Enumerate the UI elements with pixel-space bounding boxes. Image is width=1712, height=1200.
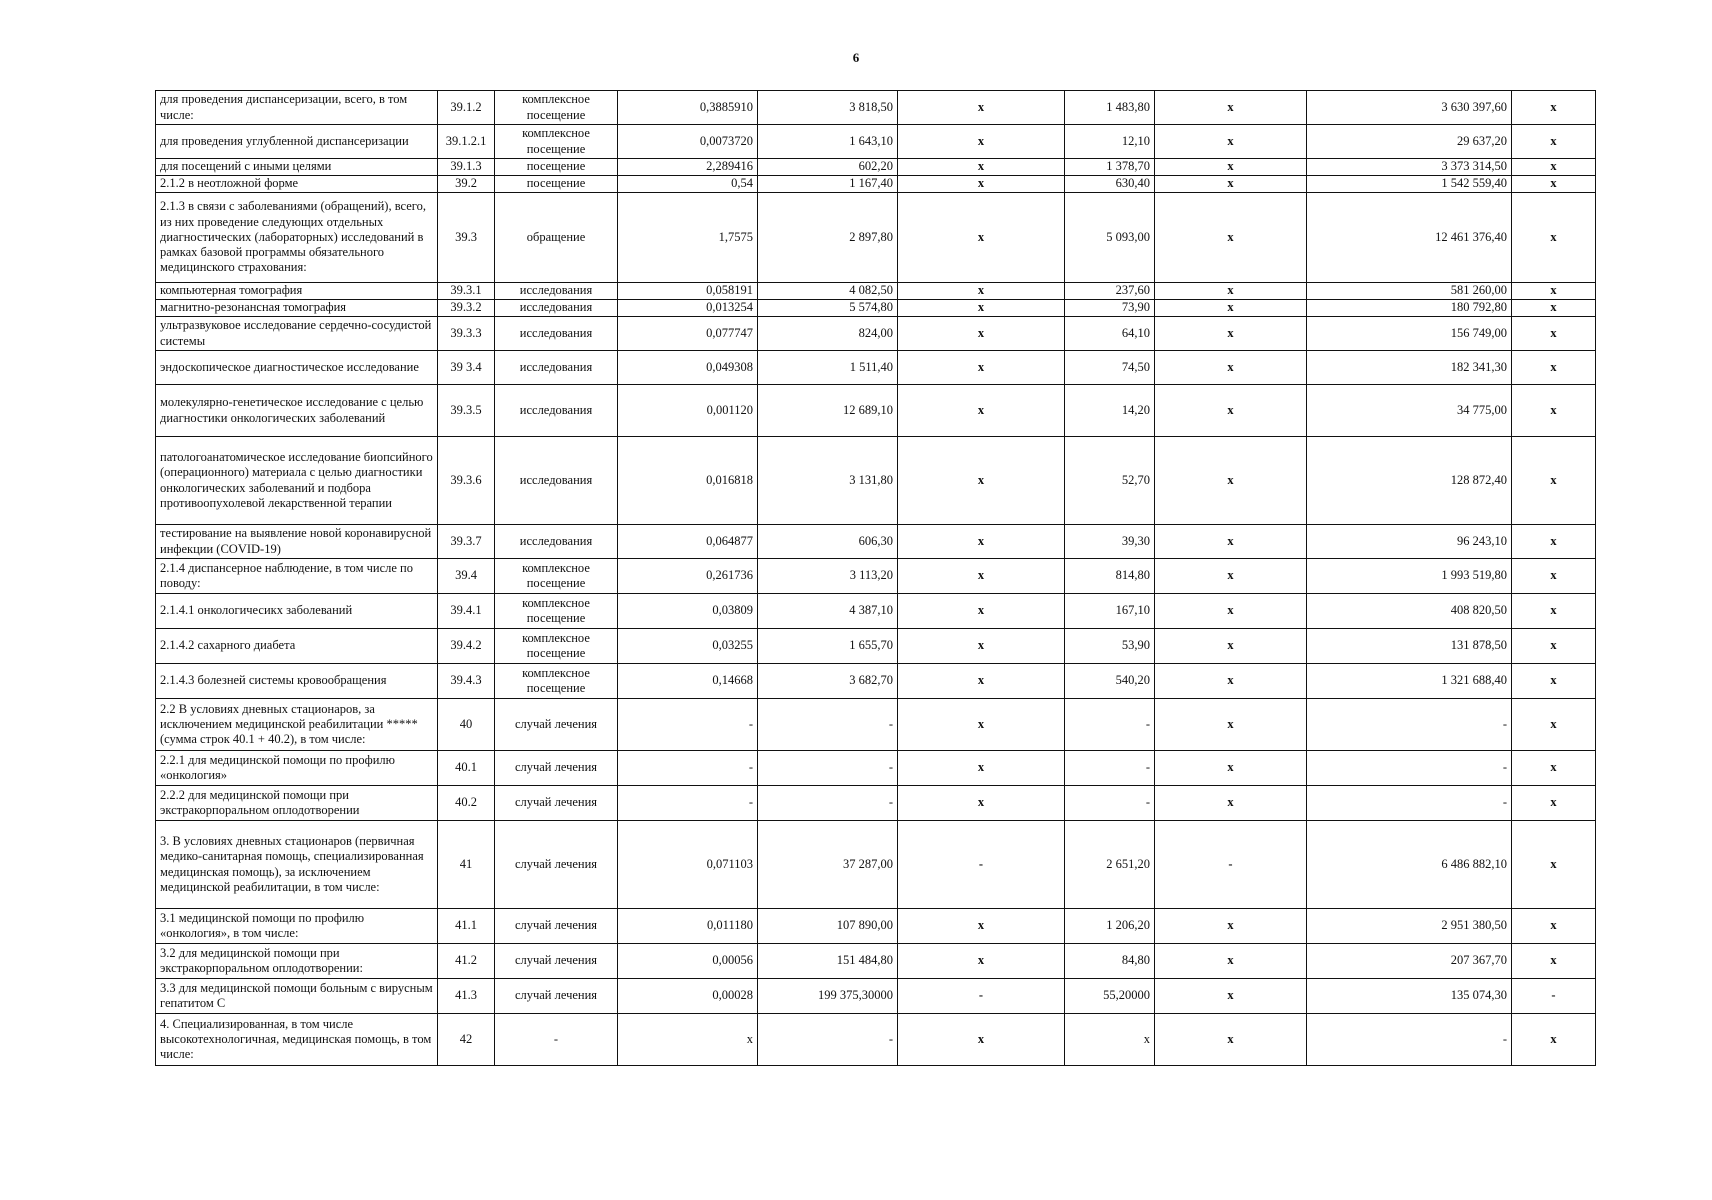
row-value-1-cell: 0,077747 bbox=[618, 317, 758, 351]
row-value-7-cell: х bbox=[1512, 125, 1596, 159]
row-value-6-cell: 135 074,30 bbox=[1307, 979, 1512, 1014]
row-value-2-cell: 1 511,40 bbox=[758, 351, 898, 385]
row-value-3-cell: х bbox=[898, 594, 1065, 629]
row-code-cell: 39.3.5 bbox=[438, 385, 495, 437]
row-value-5-cell: х bbox=[1155, 629, 1307, 664]
table-row bbox=[156, 559, 1596, 594]
row-value-7-cell: х bbox=[1512, 751, 1596, 786]
row-value-5-cell: х bbox=[1155, 283, 1307, 300]
row-value-2-cell: 151 484,80 bbox=[758, 944, 898, 979]
row-value-1-cell: 0,011180 bbox=[618, 909, 758, 944]
row-code-cell: 41 bbox=[438, 821, 495, 909]
row-unit-cell: комплексное посещение bbox=[495, 559, 618, 594]
row-value-6-cell: - bbox=[1307, 699, 1512, 751]
row-value-1-cell: 0,0073720 bbox=[618, 125, 758, 159]
row-value-4-cell: 73,90 bbox=[1065, 300, 1155, 317]
table-row bbox=[156, 437, 1596, 525]
row-value-3-cell: х bbox=[898, 664, 1065, 699]
row-code-cell: 39.3.1 bbox=[438, 283, 495, 300]
row-value-6-cell: 182 341,30 bbox=[1307, 351, 1512, 385]
row-value-2-cell: - bbox=[758, 751, 898, 786]
table-row bbox=[156, 699, 1596, 751]
row-name-cell: 2.1.4.1 онкологичесикх заболеваний bbox=[156, 594, 438, 629]
row-value-3-cell: х bbox=[898, 437, 1065, 525]
row-value-3-cell: х bbox=[898, 525, 1065, 559]
row-value-4-cell: 2 651,20 bbox=[1065, 821, 1155, 909]
row-value-2-cell: 199 375,30000 bbox=[758, 979, 898, 1014]
row-value-6-cell: 408 820,50 bbox=[1307, 594, 1512, 629]
row-code-cell: 39.2 bbox=[438, 176, 495, 193]
table-row bbox=[156, 283, 1596, 300]
row-value-3-cell: х bbox=[898, 1014, 1065, 1066]
row-value-7-cell: х bbox=[1512, 594, 1596, 629]
table-row bbox=[156, 300, 1596, 317]
row-value-7-cell: х bbox=[1512, 91, 1596, 125]
row-value-7-cell: х bbox=[1512, 283, 1596, 300]
table-row bbox=[156, 594, 1596, 629]
row-value-7-cell: х bbox=[1512, 944, 1596, 979]
row-name-cell: 3.2 для медицинской помощи при экстракорпоральном оплодотворении: bbox=[156, 944, 438, 979]
row-value-7-cell: х bbox=[1512, 699, 1596, 751]
row-value-1-cell: - bbox=[618, 699, 758, 751]
row-code-cell: 39.1.3 bbox=[438, 159, 495, 176]
table-row bbox=[156, 979, 1596, 1014]
row-code-cell: 41.2 bbox=[438, 944, 495, 979]
row-value-2-cell: 3 818,50 bbox=[758, 91, 898, 125]
row-value-3-cell: х bbox=[898, 751, 1065, 786]
row-value-5-cell: х bbox=[1155, 91, 1307, 125]
row-value-5-cell: х bbox=[1155, 1014, 1307, 1066]
row-value-6-cell: 180 792,80 bbox=[1307, 300, 1512, 317]
row-name-cell: 3.1 медицинской помощи по профилю «онкология», в том числе: bbox=[156, 909, 438, 944]
row-name-cell: 2.1.4 диспансерное наблюдение, в том числе по поводу: bbox=[156, 559, 438, 594]
row-unit-cell: - bbox=[495, 1014, 618, 1066]
row-value-4-cell: 1 483,80 bbox=[1065, 91, 1155, 125]
row-value-3-cell: х bbox=[898, 193, 1065, 283]
row-value-3-cell: х bbox=[898, 125, 1065, 159]
row-name-cell: 2.1.4.2 сахарного диабета bbox=[156, 629, 438, 664]
row-code-cell: 41.3 bbox=[438, 979, 495, 1014]
row-value-6-cell: 3 373 314,50 bbox=[1307, 159, 1512, 176]
table-row bbox=[156, 176, 1596, 193]
row-value-3-cell: х bbox=[898, 300, 1065, 317]
row-value-5-cell: х bbox=[1155, 437, 1307, 525]
row-name-cell: 2.2 В условиях дневных стационаров, за исключением медицинской реабилитации ***** (сумма строк 40.1 + 40.2), в том числе: bbox=[156, 699, 438, 751]
row-value-1-cell: 0,14668 bbox=[618, 664, 758, 699]
row-code-cell: 39.3 bbox=[438, 193, 495, 283]
row-value-5-cell: х bbox=[1155, 176, 1307, 193]
row-value-3-cell: х bbox=[898, 176, 1065, 193]
row-value-2-cell: - bbox=[758, 786, 898, 821]
row-value-6-cell: 156 749,00 bbox=[1307, 317, 1512, 351]
row-value-1-cell: 0,00056 bbox=[618, 944, 758, 979]
row-value-6-cell: 1 993 519,80 bbox=[1307, 559, 1512, 594]
table-row bbox=[156, 786, 1596, 821]
row-name-cell: тестирование на выявление новой коронавирусной инфекции (COVID-19) bbox=[156, 525, 438, 559]
row-value-3-cell: - bbox=[898, 821, 1065, 909]
row-name-cell: для посещений с иными целями bbox=[156, 159, 438, 176]
row-unit-cell: случай лечения bbox=[495, 979, 618, 1014]
row-value-6-cell: 3 630 397,60 bbox=[1307, 91, 1512, 125]
row-name-cell: 4. Специализированная, в том числе высокотехнологичная, медицинская помощь, в том числе: bbox=[156, 1014, 438, 1066]
row-unit-cell: комплексное посещение bbox=[495, 629, 618, 664]
row-value-4-cell: 5 093,00 bbox=[1065, 193, 1155, 283]
row-value-5-cell: х bbox=[1155, 300, 1307, 317]
row-value-6-cell: 12 461 376,40 bbox=[1307, 193, 1512, 283]
row-value-6-cell: 128 872,40 bbox=[1307, 437, 1512, 525]
row-value-2-cell: - bbox=[758, 1014, 898, 1066]
row-value-5-cell: х bbox=[1155, 193, 1307, 283]
row-value-1-cell: 0,058191 bbox=[618, 283, 758, 300]
row-value-5-cell: х bbox=[1155, 944, 1307, 979]
row-value-6-cell: - bbox=[1307, 751, 1512, 786]
row-code-cell: 39.3.2 bbox=[438, 300, 495, 317]
row-unit-cell: исследования bbox=[495, 317, 618, 351]
row-code-cell: 39.4.3 bbox=[438, 664, 495, 699]
row-value-1-cell: 0,001120 bbox=[618, 385, 758, 437]
row-unit-cell: исследования bbox=[495, 385, 618, 437]
row-unit-cell: исследования bbox=[495, 437, 618, 525]
row-value-3-cell: х bbox=[898, 91, 1065, 125]
row-value-4-cell: 14,20 bbox=[1065, 385, 1155, 437]
row-value-7-cell: х bbox=[1512, 1014, 1596, 1066]
row-unit-cell: исследования bbox=[495, 525, 618, 559]
row-value-5-cell: х bbox=[1155, 786, 1307, 821]
row-value-3-cell: х bbox=[898, 559, 1065, 594]
row-value-7-cell: х bbox=[1512, 300, 1596, 317]
row-name-cell: 2.2.1 для медицинской помощи по профилю «онкология» bbox=[156, 751, 438, 786]
row-value-7-cell: х bbox=[1512, 159, 1596, 176]
row-code-cell: 39.3.3 bbox=[438, 317, 495, 351]
row-unit-cell: исследования bbox=[495, 300, 618, 317]
row-value-7-cell: х bbox=[1512, 176, 1596, 193]
row-value-1-cell: 0,016818 bbox=[618, 437, 758, 525]
table-row bbox=[156, 317, 1596, 351]
table-row bbox=[156, 821, 1596, 909]
row-value-1-cell: х bbox=[618, 1014, 758, 1066]
table-row bbox=[156, 664, 1596, 699]
row-value-6-cell: 207 367,70 bbox=[1307, 944, 1512, 979]
row-value-4-cell: - bbox=[1065, 751, 1155, 786]
row-name-cell: для проведения углубленной диспансеризации bbox=[156, 125, 438, 159]
row-code-cell: 40 bbox=[438, 699, 495, 751]
row-value-6-cell: - bbox=[1307, 786, 1512, 821]
row-unit-cell: комплексное посещение bbox=[495, 594, 618, 629]
row-name-cell: 2.1.3 в связи с заболеваниями (обращений), всего, из них проведение следующих отдельных диагностических (лабораторных) исследований в рамках базовой программы обязательного медицинского страхования: bbox=[156, 193, 438, 283]
row-value-4-cell: 74,50 bbox=[1065, 351, 1155, 385]
row-value-6-cell: 131 878,50 bbox=[1307, 629, 1512, 664]
table-row bbox=[156, 125, 1596, 159]
row-name-cell: ультразвуковое исследование сердечно-сосудистой системы bbox=[156, 317, 438, 351]
row-name-cell: 3.3 для медицинской помощи больным с вирусным гепатитом С bbox=[156, 979, 438, 1014]
row-value-6-cell: 29 637,20 bbox=[1307, 125, 1512, 159]
row-value-1-cell: 2,289416 bbox=[618, 159, 758, 176]
row-value-6-cell: 6 486 882,10 bbox=[1307, 821, 1512, 909]
row-code-cell: 39.1.2.1 bbox=[438, 125, 495, 159]
row-unit-cell: случай лечения bbox=[495, 821, 618, 909]
row-value-5-cell: х bbox=[1155, 699, 1307, 751]
row-value-3-cell: х bbox=[898, 317, 1065, 351]
row-value-2-cell: 4 082,50 bbox=[758, 283, 898, 300]
table-row bbox=[156, 351, 1596, 385]
row-value-1-cell: 0,261736 bbox=[618, 559, 758, 594]
row-value-4-cell: 55,20000 bbox=[1065, 979, 1155, 1014]
row-value-5-cell: х bbox=[1155, 125, 1307, 159]
row-value-4-cell: 167,10 bbox=[1065, 594, 1155, 629]
table-row bbox=[156, 909, 1596, 944]
page-number: 6 bbox=[852, 50, 860, 65]
row-value-5-cell: х bbox=[1155, 317, 1307, 351]
tariff-table bbox=[155, 90, 1596, 1066]
row-value-1-cell: 0,064877 bbox=[618, 525, 758, 559]
row-value-4-cell: 630,40 bbox=[1065, 176, 1155, 193]
row-value-3-cell: х bbox=[898, 699, 1065, 751]
table-row bbox=[156, 159, 1596, 176]
row-code-cell: 39.4.1 bbox=[438, 594, 495, 629]
row-value-5-cell: х bbox=[1155, 351, 1307, 385]
row-value-4-cell: 540,20 bbox=[1065, 664, 1155, 699]
row-unit-cell: исследования bbox=[495, 351, 618, 385]
row-value-4-cell: 237,60 bbox=[1065, 283, 1155, 300]
row-value-5-cell: х bbox=[1155, 525, 1307, 559]
row-value-2-cell: 1 643,10 bbox=[758, 125, 898, 159]
row-value-2-cell: 4 387,10 bbox=[758, 594, 898, 629]
table-row bbox=[156, 385, 1596, 437]
row-name-cell: компьютерная томография bbox=[156, 283, 438, 300]
row-value-1-cell: 0,54 bbox=[618, 176, 758, 193]
row-name-cell: для проведения диспансеризации, всего, в том числе: bbox=[156, 91, 438, 125]
table-row bbox=[156, 944, 1596, 979]
row-unit-cell: случай лечения bbox=[495, 699, 618, 751]
row-code-cell: 39 3.4 bbox=[438, 351, 495, 385]
row-value-4-cell: 53,90 bbox=[1065, 629, 1155, 664]
row-value-2-cell: 3 113,20 bbox=[758, 559, 898, 594]
row-value-5-cell: х bbox=[1155, 664, 1307, 699]
row-value-6-cell: 2 951 380,50 bbox=[1307, 909, 1512, 944]
row-value-2-cell: 107 890,00 bbox=[758, 909, 898, 944]
row-unit-cell: комплексное посещение bbox=[495, 125, 618, 159]
row-value-2-cell: 1 655,70 bbox=[758, 629, 898, 664]
row-value-6-cell: 34 775,00 bbox=[1307, 385, 1512, 437]
row-value-7-cell: х bbox=[1512, 909, 1596, 944]
row-name-cell: магнитно-резонансная томография bbox=[156, 300, 438, 317]
row-value-7-cell: - bbox=[1512, 979, 1596, 1014]
row-value-5-cell: х bbox=[1155, 385, 1307, 437]
row-value-7-cell: х bbox=[1512, 525, 1596, 559]
row-value-5-cell: х bbox=[1155, 909, 1307, 944]
row-value-1-cell: - bbox=[618, 786, 758, 821]
row-unit-cell: случай лечения bbox=[495, 751, 618, 786]
row-value-7-cell: х bbox=[1512, 821, 1596, 909]
row-name-cell: 2.2.2 для медицинской помощи при экстракорпоральном оплодотворении bbox=[156, 786, 438, 821]
row-name-cell: 2.1.4.3 болезней системы кровообращения bbox=[156, 664, 438, 699]
row-value-7-cell: х bbox=[1512, 629, 1596, 664]
row-value-6-cell: - bbox=[1307, 1014, 1512, 1066]
row-name-cell: молекулярно-генетическое исследование с целью диагностики онкологических заболеваний bbox=[156, 385, 438, 437]
row-name-cell: эндоскопическое диагностическое исследование bbox=[156, 351, 438, 385]
row-value-6-cell: 1 321 688,40 bbox=[1307, 664, 1512, 699]
row-value-3-cell: х bbox=[898, 283, 1065, 300]
row-value-2-cell: 5 574,80 bbox=[758, 300, 898, 317]
table-row bbox=[156, 91, 1596, 125]
row-value-6-cell: 96 243,10 bbox=[1307, 525, 1512, 559]
row-name-cell: 3. В условиях дневных стационаров (первичная медико-санитарная помощь, специализированная медицинская помощь), за исключением медицинской реабилитации, в том числе: bbox=[156, 821, 438, 909]
row-value-4-cell: 1 206,20 bbox=[1065, 909, 1155, 944]
row-unit-cell: комплексное посещение bbox=[495, 664, 618, 699]
row-value-3-cell: х bbox=[898, 909, 1065, 944]
row-code-cell: 39.4.2 bbox=[438, 629, 495, 664]
row-value-3-cell: х bbox=[898, 944, 1065, 979]
row-value-2-cell: 3 131,80 bbox=[758, 437, 898, 525]
row-value-7-cell: х bbox=[1512, 193, 1596, 283]
row-value-1-cell: 0,03809 bbox=[618, 594, 758, 629]
table-row bbox=[156, 629, 1596, 664]
row-unit-cell: случай лечения bbox=[495, 944, 618, 979]
row-value-7-cell: х bbox=[1512, 351, 1596, 385]
table-row bbox=[156, 1014, 1596, 1066]
row-unit-cell: случай лечения bbox=[495, 909, 618, 944]
row-value-4-cell: 52,70 bbox=[1065, 437, 1155, 525]
row-value-3-cell: х bbox=[898, 629, 1065, 664]
row-value-1-cell: 1,7575 bbox=[618, 193, 758, 283]
row-unit-cell: случай лечения bbox=[495, 786, 618, 821]
row-value-4-cell: - bbox=[1065, 699, 1155, 751]
row-value-7-cell: х bbox=[1512, 385, 1596, 437]
table-body bbox=[156, 91, 1596, 1066]
row-value-1-cell: 0,03255 bbox=[618, 629, 758, 664]
row-value-5-cell: - bbox=[1155, 821, 1307, 909]
row-code-cell: 41.1 bbox=[438, 909, 495, 944]
row-unit-cell: посещение bbox=[495, 176, 618, 193]
row-value-1-cell: - bbox=[618, 751, 758, 786]
row-code-cell: 39.3.7 bbox=[438, 525, 495, 559]
row-value-5-cell: х bbox=[1155, 751, 1307, 786]
row-unit-cell: исследования bbox=[495, 283, 618, 300]
row-value-2-cell: 824,00 bbox=[758, 317, 898, 351]
row-value-3-cell: х bbox=[898, 159, 1065, 176]
row-unit-cell: комплексное посещение bbox=[495, 91, 618, 125]
row-value-2-cell: 12 689,10 bbox=[758, 385, 898, 437]
row-unit-cell: посещение bbox=[495, 159, 618, 176]
row-value-6-cell: 1 542 559,40 bbox=[1307, 176, 1512, 193]
row-code-cell: 39.1.2 bbox=[438, 91, 495, 125]
row-value-5-cell: х bbox=[1155, 559, 1307, 594]
row-value-3-cell: х bbox=[898, 385, 1065, 437]
row-value-3-cell: х bbox=[898, 786, 1065, 821]
row-value-4-cell: х bbox=[1065, 1014, 1155, 1066]
row-code-cell: 39.4 bbox=[438, 559, 495, 594]
row-code-cell: 40.1 bbox=[438, 751, 495, 786]
row-value-3-cell: х bbox=[898, 351, 1065, 385]
row-value-5-cell: х bbox=[1155, 594, 1307, 629]
row-value-4-cell: 84,80 bbox=[1065, 944, 1155, 979]
row-value-1-cell: 0,00028 bbox=[618, 979, 758, 1014]
row-value-2-cell: 2 897,80 bbox=[758, 193, 898, 283]
row-value-3-cell: - bbox=[898, 979, 1065, 1014]
row-value-5-cell: х bbox=[1155, 159, 1307, 176]
row-value-7-cell: х bbox=[1512, 559, 1596, 594]
row-code-cell: 40.2 bbox=[438, 786, 495, 821]
row-value-4-cell: 12,10 bbox=[1065, 125, 1155, 159]
row-value-2-cell: 37 287,00 bbox=[758, 821, 898, 909]
row-value-2-cell: 3 682,70 bbox=[758, 664, 898, 699]
row-name-cell: 2.1.2 в неотложной форме bbox=[156, 176, 438, 193]
row-value-1-cell: 0,3885910 bbox=[618, 91, 758, 125]
row-value-6-cell: 581 260,00 bbox=[1307, 283, 1512, 300]
row-value-2-cell: 602,20 bbox=[758, 159, 898, 176]
row-value-7-cell: х bbox=[1512, 437, 1596, 525]
row-value-4-cell: - bbox=[1065, 786, 1155, 821]
row-code-cell: 39.3.6 bbox=[438, 437, 495, 525]
row-value-1-cell: 0,071103 bbox=[618, 821, 758, 909]
row-value-7-cell: х bbox=[1512, 786, 1596, 821]
row-code-cell: 42 bbox=[438, 1014, 495, 1066]
row-value-4-cell: 39,30 bbox=[1065, 525, 1155, 559]
row-unit-cell: обращение bbox=[495, 193, 618, 283]
row-value-1-cell: 0,013254 bbox=[618, 300, 758, 317]
row-value-4-cell: 1 378,70 bbox=[1065, 159, 1155, 176]
row-value-4-cell: 64,10 bbox=[1065, 317, 1155, 351]
row-value-5-cell: х bbox=[1155, 979, 1307, 1014]
row-value-2-cell: 1 167,40 bbox=[758, 176, 898, 193]
table-row bbox=[156, 751, 1596, 786]
row-value-4-cell: 814,80 bbox=[1065, 559, 1155, 594]
row-name-cell: патологоанатомическое исследование биопсийного (операционного) материала с целью диагностики онкологических заболеваний и подбора противоопухолевой лекарственной терапии bbox=[156, 437, 438, 525]
table-row bbox=[156, 525, 1596, 559]
row-value-7-cell: х bbox=[1512, 664, 1596, 699]
row-value-7-cell: х bbox=[1512, 317, 1596, 351]
row-value-2-cell: 606,30 bbox=[758, 525, 898, 559]
row-value-2-cell: - bbox=[758, 699, 898, 751]
table-row bbox=[156, 193, 1596, 283]
row-value-1-cell: 0,049308 bbox=[618, 351, 758, 385]
